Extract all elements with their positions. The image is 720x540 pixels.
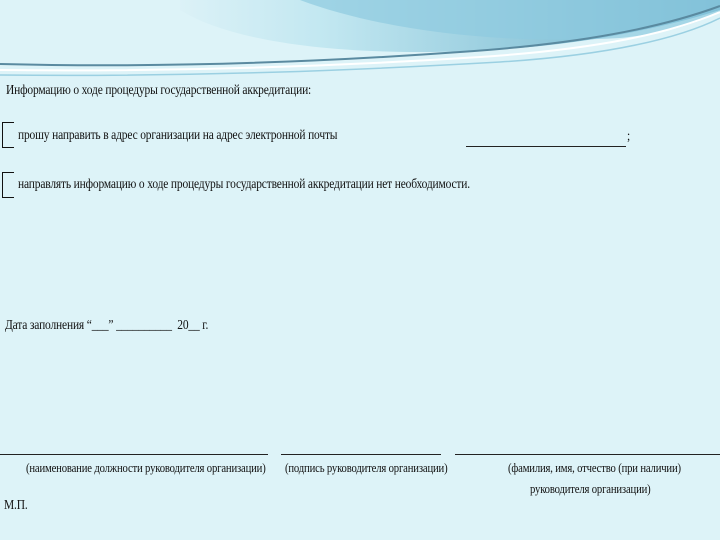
form-heading: Информацию о ходе процедуры государственной аккредитации:	[6, 83, 312, 98]
date-label: Дата заполнения	[5, 318, 85, 333]
position-caption: (наименование должности руководителя организации)	[26, 460, 266, 475]
email-option-checkbox[interactable]	[2, 122, 14, 148]
email-field-end: ;	[627, 129, 631, 144]
date-year-prefix: 20	[177, 318, 189, 333]
decorative-wave-banner	[0, 0, 720, 80]
date-year-suffix: г.	[202, 318, 209, 333]
full-name-caption-line2: руководителя организации)	[530, 481, 651, 496]
signature-line[interactable]	[281, 454, 441, 455]
full-name-line[interactable]	[455, 454, 720, 455]
stamp-label: М.П.	[4, 498, 28, 513]
no-info-option-checkbox[interactable]	[2, 172, 14, 198]
date-month-blank[interactable]: __________	[116, 318, 172, 333]
date-line	[5, 318, 208, 334]
position-signature-line[interactable]	[0, 454, 268, 455]
signature-caption: (подпись руководителя организации)	[285, 460, 448, 475]
email-option-label: прошу направить в адрес организации на адрес электронной почты	[18, 128, 338, 143]
date-year-blank[interactable]: __	[188, 318, 200, 333]
email-field[interactable]	[466, 146, 626, 147]
no-info-option-label: направлять информацию о ходе процедуры государственной аккредитации нет необходимости.	[18, 177, 470, 192]
date-open-quote: “	[86, 318, 92, 333]
date-day-blank[interactable]: ___	[91, 318, 109, 333]
full-name-caption-line1: (фамилия, имя, отчество (при наличии)	[508, 460, 681, 475]
date-close-quote: ”	[108, 318, 114, 333]
